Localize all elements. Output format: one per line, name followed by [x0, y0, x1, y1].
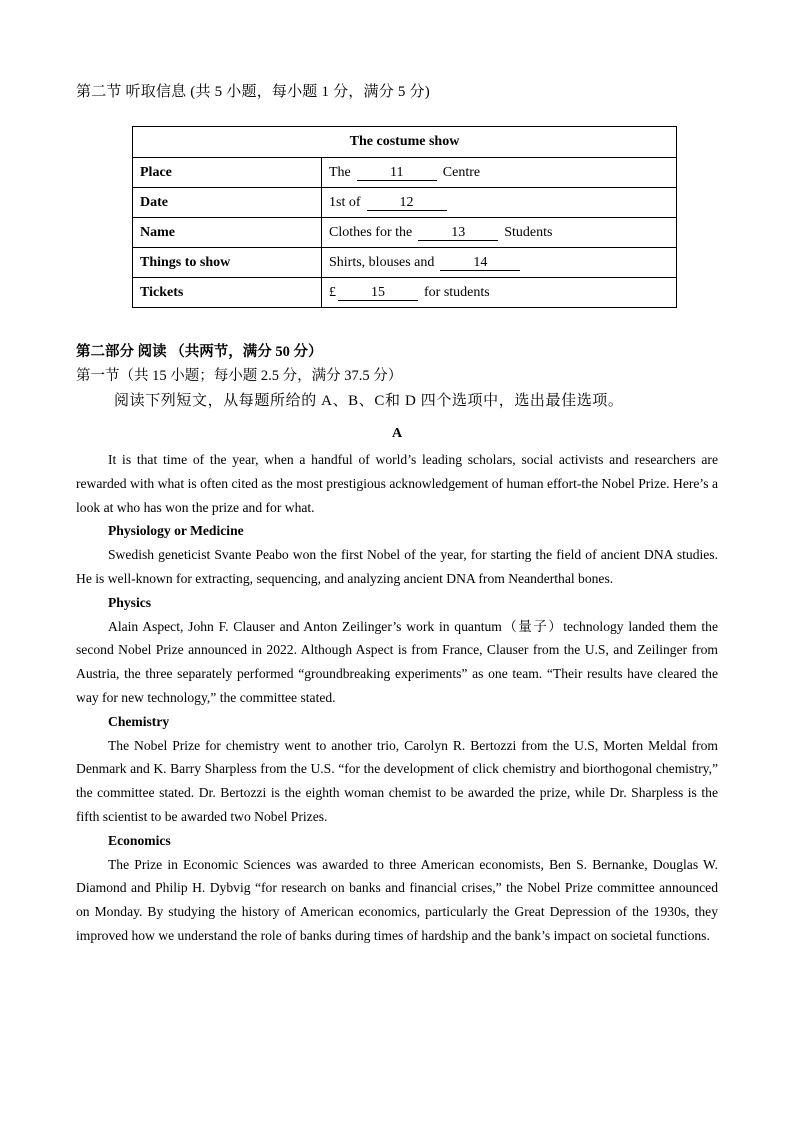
row-value	[322, 248, 677, 278]
section-heading: Economics	[108, 832, 171, 848]
value-after: for students	[424, 284, 490, 300]
row-value	[322, 188, 677, 218]
reading-part-title: 第二部分 阅读 （共两节，满分 50 分）	[76, 344, 323, 360]
table-row	[133, 218, 677, 248]
table-header-row	[133, 127, 677, 158]
row-value	[322, 278, 677, 308]
answer-blank-13: 13	[418, 226, 498, 241]
costume-show-table	[132, 126, 677, 308]
row-label: Place	[133, 158, 322, 188]
row-label: Date	[133, 188, 322, 218]
section-heading: Physics	[108, 594, 152, 610]
table-row	[133, 188, 677, 218]
section-text: Alain Aspect, John F. Clauser and Anton Zeilinger’s work in quantum（量子）technology landed them the second Nobel Prize announced in 2022. Although Aspect is from France, Clauser from the U.S, and Zeilinger from Austria, the three separately performed “groundbreaking experiments” as one team. “Their results have cleared the way for new technology,” the committee stated.	[76, 618, 718, 705]
passage-a	[76, 448, 718, 948]
section-text: Swedish geneticist Svante Peabo won the first Nobel of the year, for starting the field of ancient DNA studies. He is well-known for extracting, sequencing, and analyzing ancient DNA from Neanderthal bones.	[76, 547, 718, 586]
table-heading: The costume show	[133, 127, 677, 158]
value-after: Students	[504, 224, 553, 240]
section-heading: Physiology or Medicine	[108, 523, 244, 539]
answer-blank-14: 14	[440, 256, 520, 271]
reading-instruction: 阅读下列短文，从每题所给的 A、B、C和 D 四个选项中，选出最佳选项。	[114, 393, 624, 409]
answer-blank-12: 12	[367, 196, 447, 211]
value-before: The	[329, 164, 351, 180]
value-before: £	[329, 284, 336, 300]
passage-letter: A	[391, 426, 403, 441]
row-value	[322, 218, 677, 248]
table-row	[133, 248, 677, 278]
section-text: The Nobel Prize for chemistry went to another trio, Carolyn R. Bertozzi from the U.S, Morten Meldal from Denmark and K. Barry Sharpless from the U.S. “for the development of click chemistry and biorthogonal chemistry,” the committee stated. Dr. Bertozzi is the eighth woman chemist to be awarded the prize, while Dr. Sharpless is the fifth scientist to be awarded two Nobel Prizes.	[76, 737, 718, 824]
passage-intro: It is that time of the year, when a handful of world’s leading scholars, social activists and researchers are rewarded with what is often cited as the most prestigious acknowledgement of human effort-the Nobel Prize. Here’s a look at who has won the prize and for what.	[76, 452, 718, 515]
row-label: Name	[133, 218, 322, 248]
row-value	[322, 158, 677, 188]
value-before: Shirts, blouses and	[329, 254, 435, 270]
section-text: The Prize in Economic Sciences was awarded to three American economists, Ben S. Bernanke, Douglas W. Diamond and Philip H. Dybvig “for research on banks and financial crises,” the Nobel Prize committee announced on Monday. By studying the history of American economics, particularly the Great Depression of the 1930s, they improved how we understand the role of banks during times of hardship and the bank’s impact on societal functions.	[76, 856, 718, 943]
table-row	[133, 278, 677, 308]
section-heading: Chemistry	[108, 713, 170, 729]
reading-section-title: 第一节（共 15 小题；每小题 2.5 分，满分 37.5 分）	[76, 368, 403, 384]
listening-section-title: 第二节 听取信息 (共 5 小题，每小题 1 分，满分 5 分)	[76, 84, 430, 100]
answer-blank-15: 15	[338, 286, 418, 301]
table-row	[133, 158, 677, 188]
value-after: Centre	[442, 164, 481, 180]
value-before: 1st of	[329, 194, 361, 210]
answer-blank-11: 11	[357, 166, 437, 181]
value-before: Clothes for the	[329, 224, 413, 240]
row-label: Things to show	[133, 248, 322, 278]
row-label: Tickets	[133, 278, 322, 308]
